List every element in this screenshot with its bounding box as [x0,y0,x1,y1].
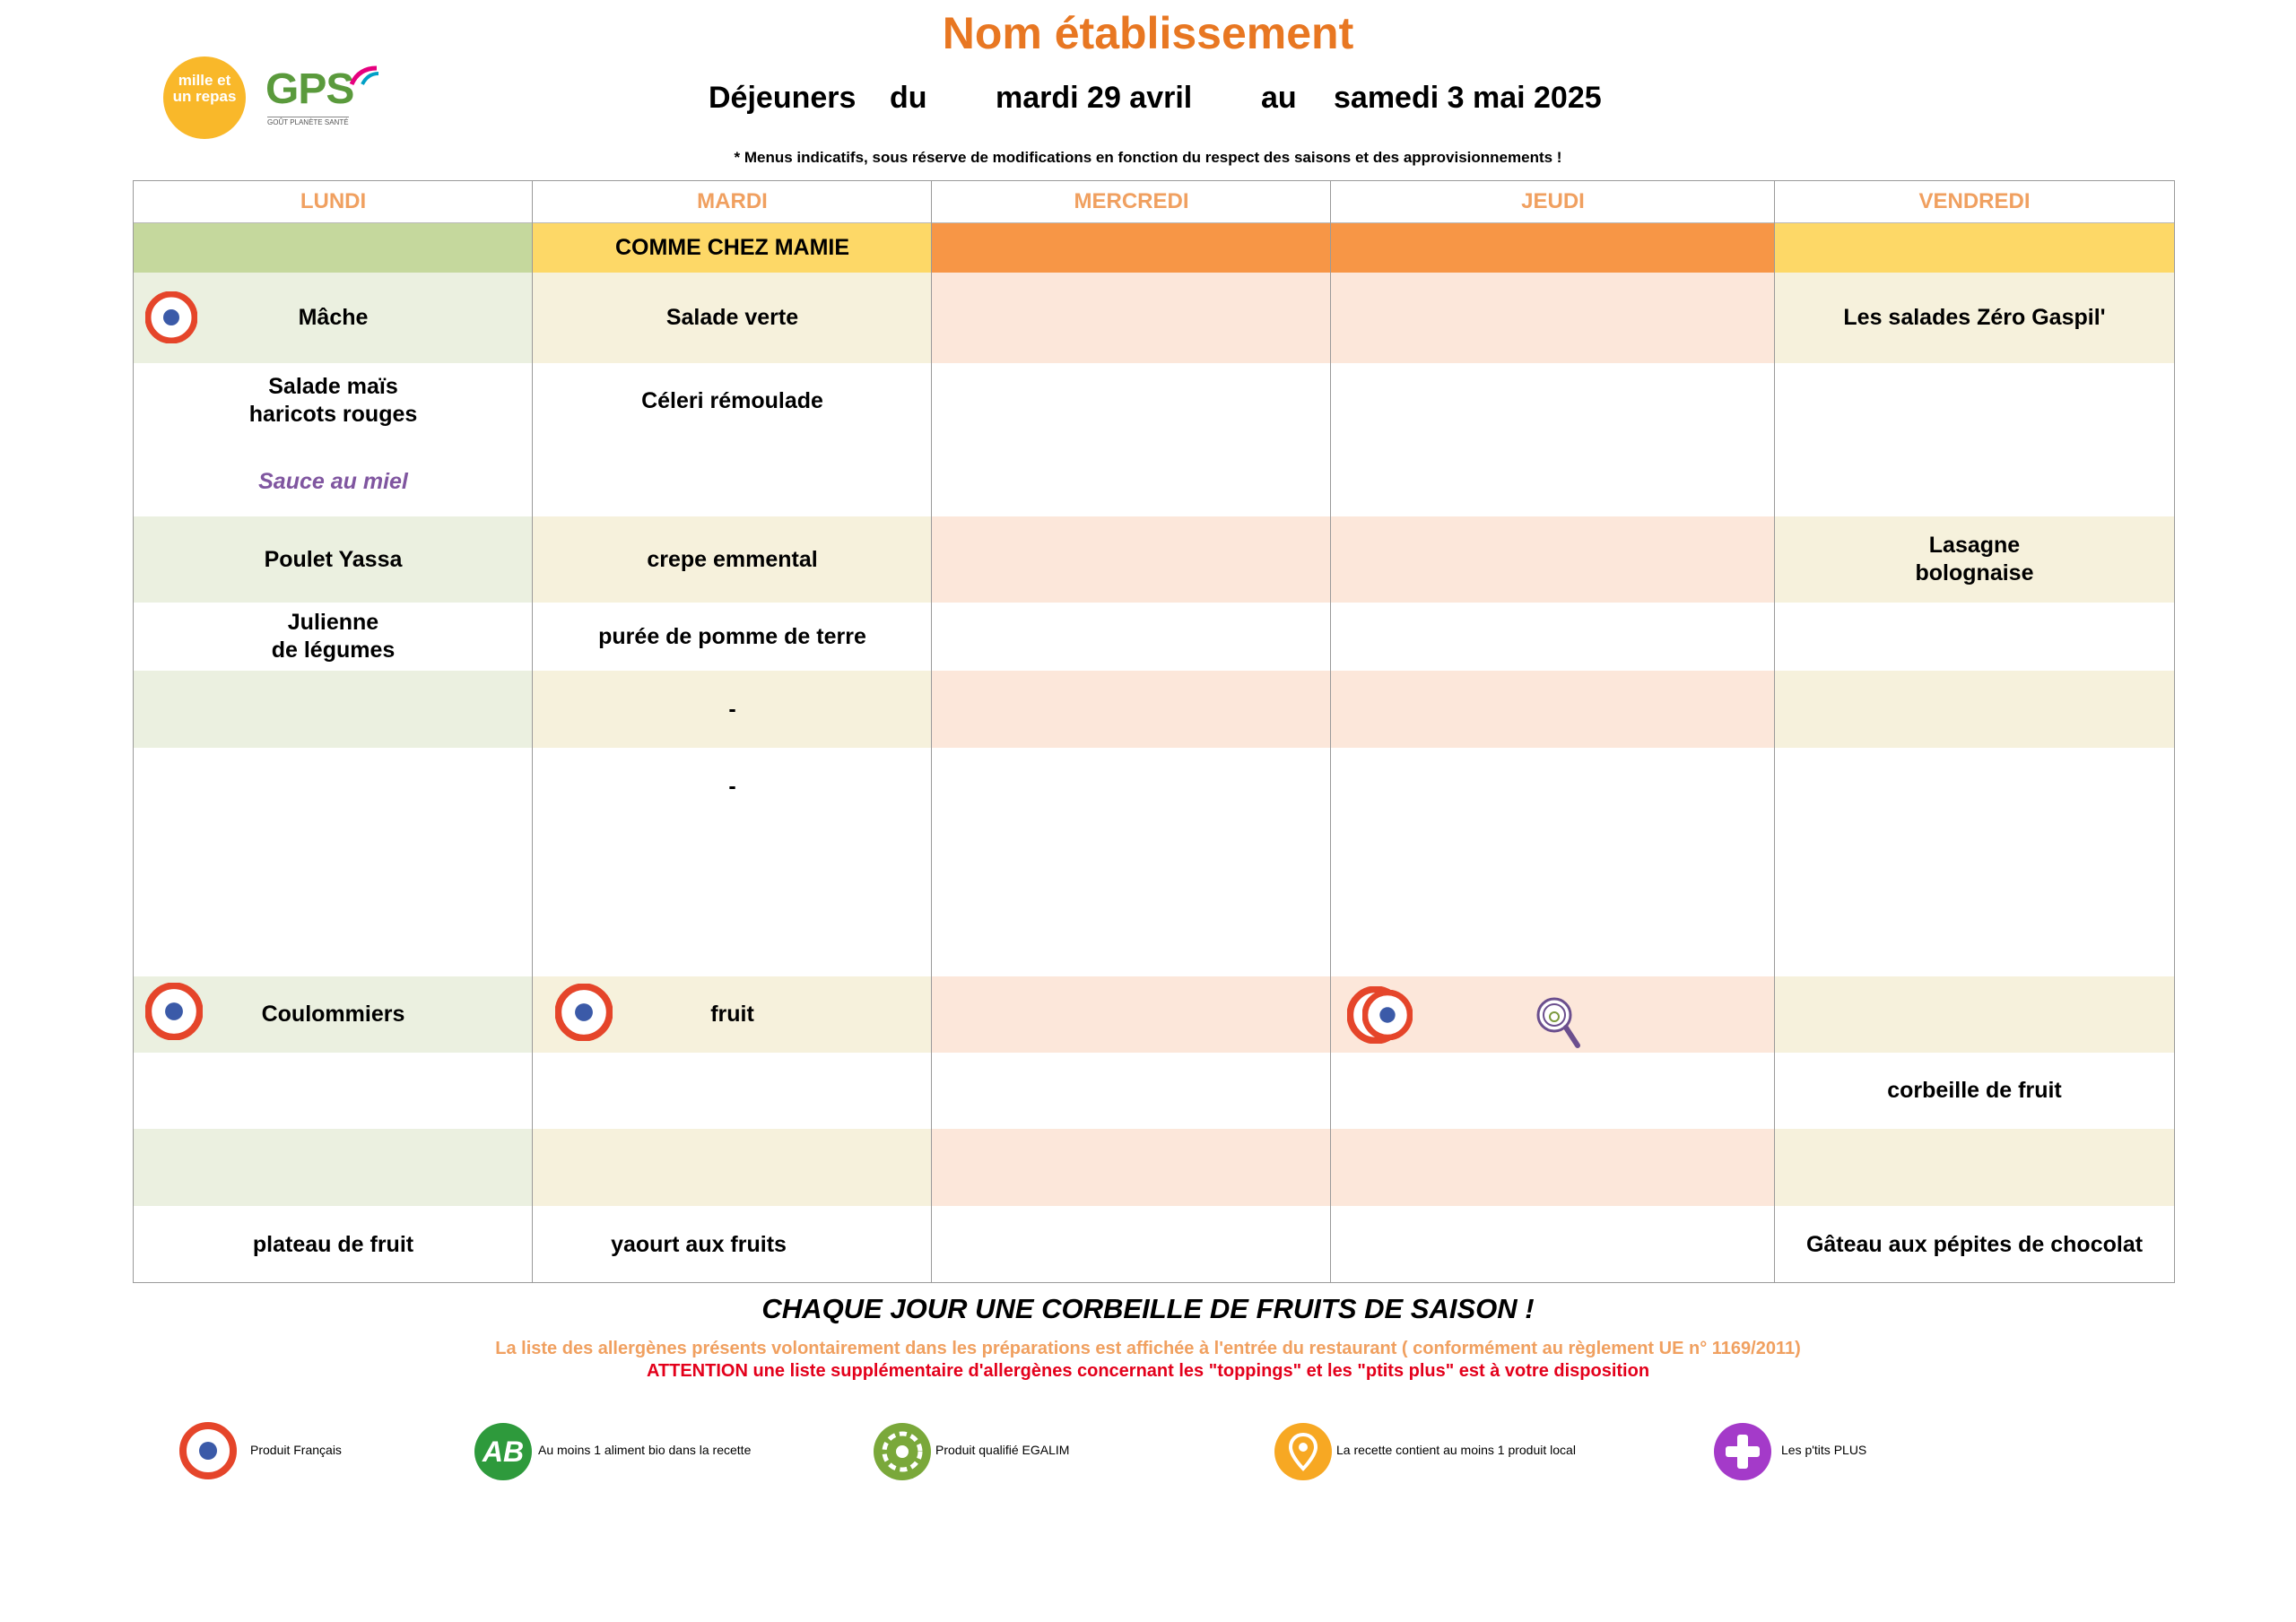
dish-lundi-cheese: Coulommiers [261,1002,405,1027]
dish-vendredi-main: Lasagne bolognaise [1915,533,2034,585]
band-mercredi-jeudi [932,1129,1779,1206]
organic-ab-badge: AB [482,1436,525,1468]
theme-cell-lundi [134,222,533,273]
dish-mardi-dessert: yaourt aux fruits [611,1231,787,1257]
dish-lundi-side: Julienne de légumes [271,610,396,663]
dish-lundi-starter2: Salade maïs haricots rouges [248,374,418,427]
legend-label-ptits-plus: Les p'tits PLUS [1781,1443,1867,1457]
menu-disclaimer: * Menus indicatifs, sous réserve de modifications en fonction du respect des saisons et des approvisionnements ! [734,149,1562,166]
band-lundi [134,1129,533,1206]
theme-cell-mercredi [932,222,1331,273]
band-vendredi [1775,671,2174,748]
dish-mardi-cheese: fruit [710,1002,754,1027]
egalim-icon [873,1422,932,1481]
day-header-lundi: LUNDI [300,189,367,213]
french-product-icon [145,983,203,1040]
band-mardi [533,1129,932,1206]
row-divider [134,222,2174,223]
day-header-jeudi: JEUDI [1521,189,1585,213]
dish-mardi-starter2: Céleri rémoulade [641,387,823,413]
fruit-basket-tagline: CHAQUE JOUR UNE CORBEILLE DE FRUITS DE SAISON ! [761,1293,1535,1324]
legend-label-egalim: Produit qualifié EGALIM [935,1443,1070,1457]
dish-vendredi-dessert: Gâteau aux pépites de chocolat [1805,1231,2144,1257]
dish-vendredi-fruit: corbeille de fruit [1887,1078,2062,1103]
gps-logo-text: GPS [265,65,354,113]
day-header-vendredi: VENDREDI [1918,189,2031,213]
dejeuners-label: Déjeuners [709,81,857,115]
ptits-plus-icon [1713,1422,1772,1481]
dish-vendredi-starter: Les salades Zéro Gaspil' [1843,305,2106,330]
weekly-menu-table [133,180,2175,1283]
gps-swoosh-icon [350,65,380,88]
allergen-notice: La liste des allergènes présents volontairement dans les préparations est affichée à l'entrée du restaurant ( conformément au règlement UE n° 1169/2011) [495,1339,1801,1358]
theme-cell-mardi: COMME CHEZ MAMIE [533,222,932,273]
au-label: au [1261,81,1297,115]
day-header-mardi: MARDI [697,189,768,213]
french-product-icon [555,984,613,1041]
organic-ab-icon [474,1422,533,1481]
attention-notice: ATTENTION une liste supplémentaire d'allergènes concernant les "toppings" et les "ptits plus" est à votre disposition [646,1361,1650,1381]
dish-lundi-main: Poulet Yassa [264,546,403,572]
french-product-icon [145,291,197,343]
local-product-icon [1274,1422,1333,1481]
theme-cell-jeudi [1331,222,1775,273]
du-label: du [890,81,927,115]
band-mercredi-jeudi [932,671,1779,748]
magnifier-icon [1535,995,1583,1053]
dish-mardi-starter: Salade verte [665,305,799,330]
dish-lundi-sauce: Sauce au miel [258,468,408,494]
legend-label-french: Produit Français [250,1443,342,1457]
end-date: samedi 3 mai 2025 [1334,81,1602,115]
legend-label-organic: Au moins 1 aliment bio dans la recette [538,1443,752,1457]
column-divider [1330,181,1331,1283]
band-lundi [134,671,533,748]
band-mercredi-jeudi [932,273,1779,363]
legend-label-local: La recette contient au moins 1 produit local [1336,1443,1576,1457]
gps-logo [264,65,380,136]
band-mercredi-jeudi [932,516,1779,603]
mille-repas-logo [163,56,246,139]
dish-mardi-extra1: - [728,696,736,722]
day-header-mercredi: MERCREDI [1074,189,1189,213]
mille-repas-logo-text: mille et un repas [172,72,237,105]
french-product-icon [179,1422,237,1479]
band-vendredi [1775,976,2174,1053]
dish-lundi-starter: Mâche [298,305,369,330]
gps-logo-subtitle: GOÛT PLANÈTE SANTÉ [267,118,349,126]
dish-mardi-extra2: - [728,773,736,799]
page-title: Nom établissement [942,8,1354,58]
dish-mardi-main: crepe emmental [647,546,818,572]
dish-lundi-dessert: plateau de fruit [252,1231,414,1257]
french-product-icon [1362,990,1413,1040]
dish-mardi-side: purée de pomme de terre [598,623,866,649]
theme-cell-vendredi [1775,222,2174,273]
band-vendredi [1775,1129,2174,1206]
start-date: mardi 29 avril [996,81,1193,115]
